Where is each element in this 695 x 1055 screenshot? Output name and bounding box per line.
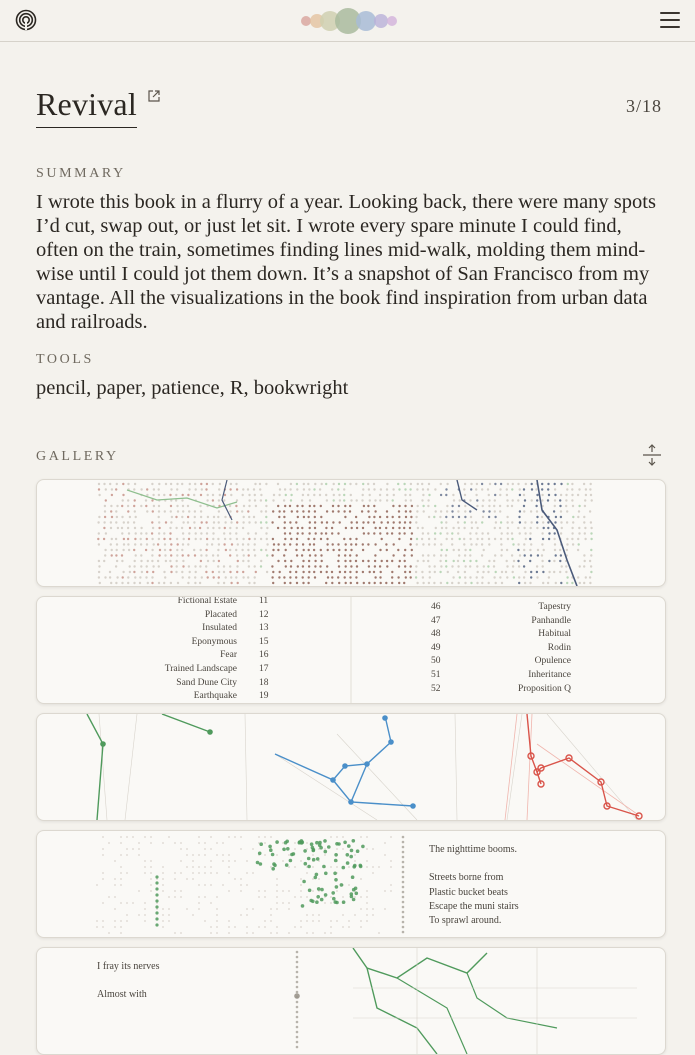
poem-line: Almost with bbox=[97, 989, 147, 1001]
poem-line bbox=[97, 974, 159, 988]
contents-entry-title: Fear bbox=[220, 650, 237, 661]
contents-entry bbox=[107, 677, 277, 691]
contents-entry-page: 50 bbox=[431, 656, 441, 667]
contents-entry-page: 49 bbox=[431, 642, 441, 653]
contents-entry-page: 47 bbox=[431, 615, 441, 626]
contents-entry-title: Fictional Estate bbox=[177, 596, 237, 606]
contents-entry-title: Placated bbox=[204, 609, 237, 620]
top-bar bbox=[0, 0, 695, 42]
collapse-vertical-icon[interactable] bbox=[642, 444, 662, 466]
gallery-card-poem[interactable] bbox=[36, 830, 666, 938]
palette-dot bbox=[356, 11, 376, 31]
contents-entry-title: Eponymous bbox=[191, 636, 237, 647]
contents-entry bbox=[431, 628, 571, 642]
poem-line bbox=[429, 857, 519, 871]
contents-entry-page: 17 bbox=[259, 663, 269, 674]
contents-entry-title: Insulated bbox=[202, 623, 237, 634]
external-link-icon[interactable] bbox=[147, 89, 161, 103]
contents-entry-page: 15 bbox=[259, 636, 269, 647]
contents-entry-title: Trained Landscape bbox=[164, 663, 237, 674]
poem-line: To sprawl around. bbox=[429, 914, 502, 926]
contents-entry bbox=[107, 609, 277, 623]
palette-dot bbox=[387, 16, 397, 26]
palette-dot bbox=[374, 14, 388, 28]
poem-line: Escape the muni stairs bbox=[429, 900, 519, 912]
transit-lines-thumbnail bbox=[37, 714, 665, 820]
contents-right-column bbox=[431, 601, 571, 696]
contents-entry-page: 19 bbox=[259, 691, 269, 702]
contents-entry-title: Sand Dune City bbox=[176, 677, 237, 688]
contents-entry-page: 18 bbox=[259, 677, 269, 688]
contents-entry-title: Earthquake bbox=[193, 691, 237, 702]
contents-entry-page: 52 bbox=[431, 683, 441, 694]
poem-text-2 bbox=[97, 960, 159, 1003]
contents-entry-title: Habitual bbox=[538, 629, 571, 640]
contents-entry bbox=[431, 655, 571, 669]
gallery-card-poem-map[interactable] bbox=[36, 947, 666, 1055]
contents-entry bbox=[107, 622, 277, 636]
contents-entry-title: Inheritance bbox=[528, 669, 571, 680]
contents-entry bbox=[107, 690, 277, 704]
green-dot-map-thumbnail bbox=[37, 831, 665, 937]
gallery-card-transit-lines[interactable] bbox=[36, 713, 666, 821]
contents-entry-page: 11 bbox=[259, 596, 269, 606]
title-row bbox=[36, 86, 662, 130]
poem-text bbox=[429, 843, 519, 928]
contents-entry-title: Proposition Q bbox=[517, 683, 571, 694]
contents-entry-title: Tapestry bbox=[538, 602, 571, 612]
contents-entry bbox=[431, 615, 571, 629]
hamburger-menu-icon[interactable] bbox=[660, 12, 680, 29]
contents-left-column bbox=[107, 596, 277, 704]
page-title: Revival bbox=[36, 86, 137, 128]
contents-entry-page: 48 bbox=[431, 629, 441, 640]
poem-line: Plastic bucket beats bbox=[429, 886, 508, 898]
contents-entry bbox=[107, 596, 277, 609]
contents-entry bbox=[431, 669, 571, 683]
contents-entry-page: 12 bbox=[259, 609, 269, 620]
contents-entry-page: 46 bbox=[431, 602, 441, 612]
summary-label: SUMMARY bbox=[36, 166, 126, 181]
gallery-card-dot-map[interactable] bbox=[36, 479, 666, 587]
contents-entry bbox=[107, 663, 277, 677]
gallery-label: GALLERY bbox=[36, 449, 119, 464]
palette-dots[interactable] bbox=[300, 6, 400, 36]
contents-entry-title: Opulence bbox=[534, 656, 571, 667]
contents-entry-page: 16 bbox=[259, 650, 269, 661]
tools-text: pencil, paper, patience, R, bookwright bbox=[36, 377, 349, 399]
gallery-card-contents[interactable] bbox=[36, 596, 666, 704]
palette-dot bbox=[301, 16, 311, 26]
contents-entry bbox=[431, 601, 571, 615]
poem-line: Streets borne from bbox=[429, 872, 504, 884]
contents-entry-title: Rodin bbox=[547, 642, 571, 653]
contents-entry-title: Panhandle bbox=[531, 615, 571, 626]
contents-entry-page: 51 bbox=[431, 669, 441, 680]
contents-entry-page: 13 bbox=[259, 623, 269, 634]
contents-entry bbox=[431, 642, 571, 656]
dot-map-thumbnail bbox=[37, 480, 665, 586]
contents-entry bbox=[107, 649, 277, 663]
tools-label: TOOLS bbox=[36, 352, 94, 367]
poem-line: The nighttime booms. bbox=[429, 844, 518, 855]
contents-entry bbox=[431, 683, 571, 697]
summary-text: I wrote this book in a flurry of a year. Looking back, there were many spots I’d cut, swap out, or just let sit. I wrote every spare minute I could find, often on the train, sometimes finding lines mid-walk, molding them mind-wise until I could jot them down. It’s a snapshot of San Francisco from my vantage. All the visualizations in the book find inspiration from urban data and railroads. bbox=[36, 191, 656, 333]
spiral-icon[interactable] bbox=[15, 9, 37, 31]
page-counter: 3/18 bbox=[625, 96, 662, 116]
poem-line: I fray its nerves bbox=[97, 961, 160, 972]
contents-entry bbox=[107, 636, 277, 650]
